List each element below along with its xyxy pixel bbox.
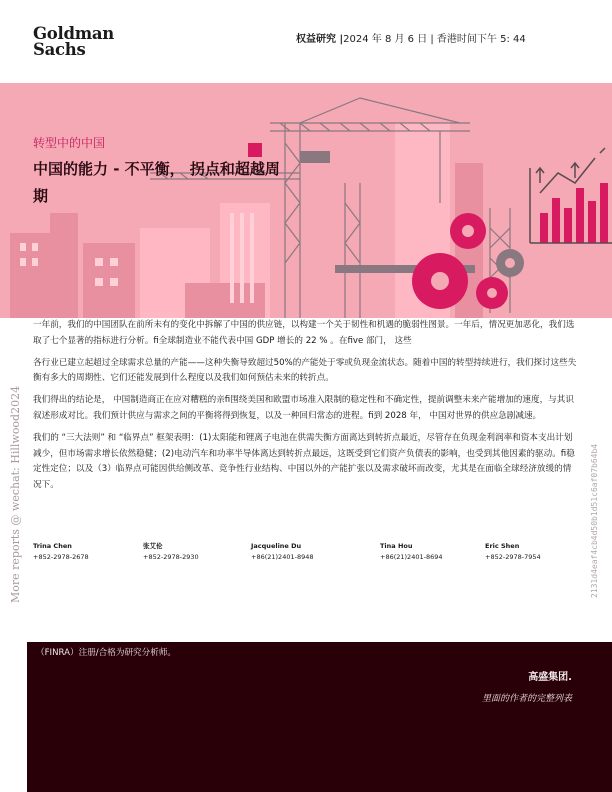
logo-line2: Sachs	[33, 40, 86, 59]
author-4	[380, 541, 443, 563]
author-5	[485, 541, 541, 563]
author-phone: +852-2978-2678	[33, 553, 89, 561]
footer-band	[0, 642, 612, 792]
author-list-note: 里面的作者的完整列表	[481, 694, 572, 704]
author-3	[251, 541, 314, 563]
author-phone: +852-2978-7954	[485, 553, 541, 561]
logo-line1: Goldman	[33, 24, 114, 43]
finra-disclosure: （FINRA）注册/合格为研究分析师。	[36, 648, 177, 658]
report-section: 权益研究 |	[296, 34, 344, 45]
author-2	[143, 541, 199, 563]
report-title-line2: 期	[33, 187, 49, 205]
body-paragraph-1: 一年前，我们的中国团队在前所未有的变化中拆解了中国的供应链，以构建一个关于韧性和机遇的脆弱性图景。一年后，情况更加恶化，我们选取了七个显著的指标进行分析。fi全球制造业不能代表中国 GDP 增长的 22 % 。在five 部门， 这些	[33, 320, 575, 346]
author-phone: +86(21)2401-8694	[380, 553, 443, 561]
author-name: 张艾伦	[143, 542, 163, 550]
report-body	[33, 318, 579, 500]
author-phone: +852-2978-2930	[143, 553, 199, 561]
author-name: Tina Hou	[380, 542, 413, 550]
body-paragraph-3: 我们得出的结论是， 中国制造商正在应对糟糕的亲fi围绕美国和欧盟市场准入限制的稳定性和不确定性，提前调整未来产能增加的速度，与其识叙述形成对比。我们预计供应与需求之间的平衡将得到恢复，以及一种回归常态的进程。fi到 2028 年， 中国对世界的供应急剧减速。	[33, 395, 574, 421]
series-label: 转型中的中国	[33, 136, 106, 150]
author-1	[33, 541, 89, 563]
wechat-watermark: More reports @ wechat: Hillwood2024	[9, 385, 22, 603]
author-phone: +86(21)2401-8948	[251, 553, 314, 561]
report-title-line1: 中国的能力 - 不平衡， 拐点和超越周	[33, 160, 280, 178]
report-datetime: 2024 年 8 月 6 日 | 香港时间下午 5: 44	[343, 34, 526, 45]
author-name: Eric Shen	[485, 542, 520, 550]
document-hash-watermark: 2131d4eaf4cb4d50b1d51c6af07b64b4	[590, 443, 599, 598]
firm-name: 高盛集团.	[528, 672, 572, 683]
report-header-meta	[296, 30, 526, 45]
author-name: Jacqueline Du	[251, 542, 302, 550]
body-paragraph-4: 我们的 “三大法则” 和 “临界点” 框架表明：(1)太阳能和锂离子电池在供需失衡方面离达到转折点最近，尽管存在负现金利润率和资本支出计划减少，但市场需求增长依然稳健；(2)电动汽车和功率半导体离达到转折点最远，这既受到它们资产负债表的影响，也受到其他因素的驱动。fi稳定性定位；以及（3）临界点可能因供给侧改革、竞争性行业结构、中国以外的产能扩张以及需求破坏而改变，尤其是在面临全球经济放缓的情况下。	[33, 433, 575, 490]
author-name: Trina Chen	[33, 542, 72, 550]
report-title	[33, 156, 303, 210]
goldman-sachs-logo	[33, 24, 114, 59]
author-list	[33, 541, 579, 569]
body-paragraph-2: 各行业已建立起超过全球需求总量的产能——这种失衡导致超过50%的产能处于零或负现金流状态。随着中国的转型持续进行，我们探讨这些失衡有多大的周期性、它们还能发展到什么程度以及我们如何预估未来的转折点。	[33, 357, 577, 384]
footer-left-strip	[4, 629, 26, 759]
